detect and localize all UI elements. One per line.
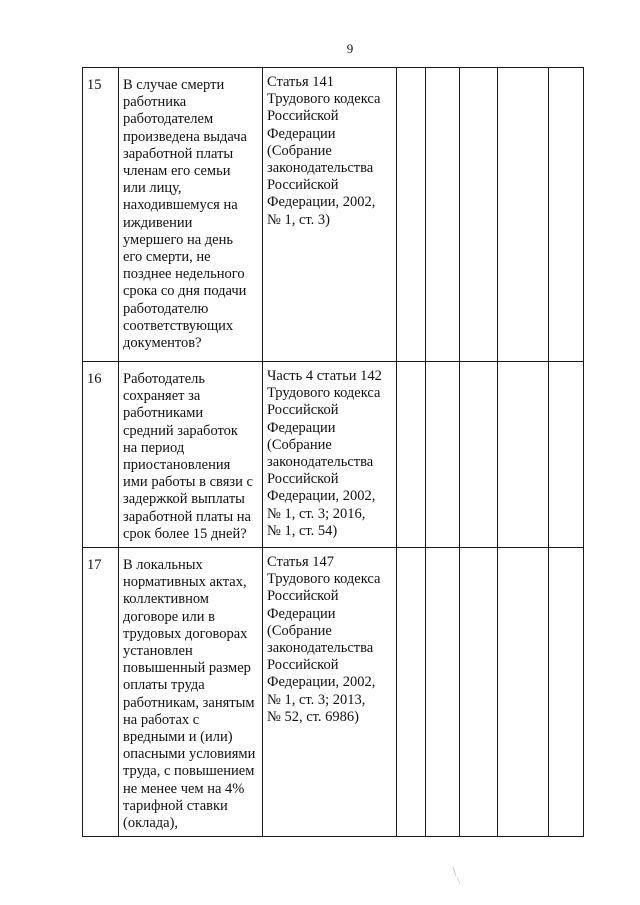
answer-cell-note[interactable] [549,548,584,837]
question-cell [119,362,263,548]
row-number-cell [83,362,119,548]
answer-cell-not-applicable[interactable] [460,362,498,548]
row-number-cell [83,548,119,837]
row-number: 16 [87,371,102,387]
row-number: 15 [87,77,102,93]
question-cell [119,548,263,837]
question-cell [119,68,263,362]
answer-cell-not-applicable[interactable] [460,548,498,837]
row-number: 17 [87,557,102,574]
answer-cell-no[interactable] [426,548,460,837]
question-text: В случае смерти работника работодателем произведена выдача заработной платы членам его семьи или лицу, находившемуся на иждивении умершего на день его смерти, не позднее недельного срока со дня подачи работодателю соответствующих документов? [123,77,247,352]
answer-cell-wide[interactable] [498,548,549,837]
scan-artifact-mark [452,866,462,886]
answer-cell-no[interactable] [426,362,460,548]
answer-cell-yes[interactable] [397,362,426,548]
reference-cell [263,548,397,837]
table-row [83,548,584,837]
answer-cell-no[interactable] [426,68,460,362]
checklist-table [82,67,584,837]
scan-speck-icon [452,866,462,886]
reference-cell [263,362,397,548]
answer-cell-yes[interactable] [397,548,426,837]
legal-reference-text: Статья 147 Трудового кодекса Российской Федерации (Собрание законодательства Российской Федерации, 2002, № 1, ст. 3; 2013, № 52, ст. 6986) [267,554,381,725]
answer-cell-not-applicable[interactable] [460,68,498,362]
answer-cell-note[interactable] [549,68,584,362]
answer-cell-yes[interactable] [397,68,426,362]
answer-cell-note[interactable] [549,362,584,548]
question-text: В локальных нормативных актах, коллективном договоре или в трудовых договорах установлен повышенный размер оплаты труда работникам, занятым на работах с вредными и (или) опасными условиями труда, с повышением не менее чем на 4% тарифной ставки (оклада), [123,557,256,832]
answer-cell-wide[interactable] [498,362,549,548]
legal-reference-text: Статья 141 Трудового кодекса Российской Федерации (Собрание законодательства Российской Федерации, 2002, № 1, ст. 3) [267,74,381,228]
page-number: 9 [346,41,354,56]
reference-cell [263,68,397,362]
question-text: Работодатель сохраняет за работниками средний заработок на период приостановления ими работы в связи с задержкой выплаты заработной платы на срок более 15 дней? [123,371,253,542]
answer-cell-wide[interactable] [498,68,549,362]
legal-reference-text: Часть 4 статьи 142 Трудового кодекса Российской Федерации (Собрание законодательства Российской Федерации, 2002, № 1, ст. 3; 2016, № 1, ст. 54) [267,368,382,539]
row-number-cell [83,68,119,362]
table-row [83,362,584,548]
table-row [83,68,584,362]
